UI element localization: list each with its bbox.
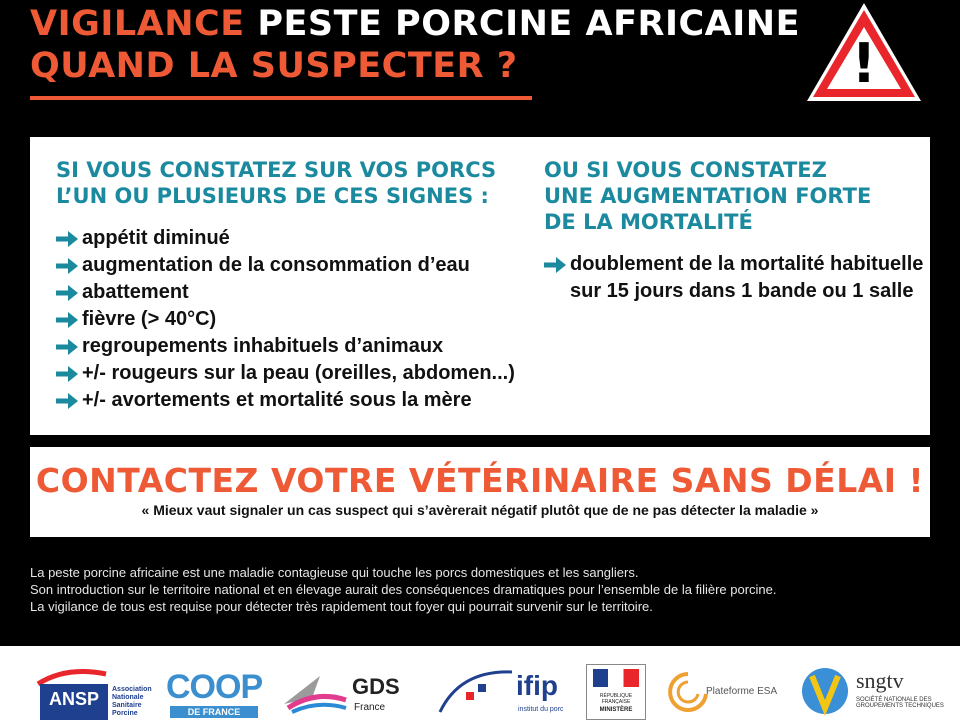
arrow-right-icon: [56, 258, 78, 274]
list-item: [56, 306, 515, 333]
page-title: [30, 4, 800, 44]
ifip-sub: institut du porc: [518, 706, 564, 713]
anspa-sub: Sanitaire: [112, 702, 142, 709]
gds-sub: France: [354, 702, 386, 713]
title-disease: PESTE PORCINE AFRICAINE: [244, 4, 800, 44]
anspa-logo: [36, 664, 154, 720]
contact-quote: « Mieux vaut signaler un cas suspect qui s’avèrerait négatif plutôt que de ne pas détecter la maladie »: [141, 502, 819, 518]
list-item: [56, 252, 515, 279]
list-item: [56, 279, 515, 306]
sngtv-sub: GROUPEMENTS TECHNIQUES: [856, 703, 944, 709]
info-line: La peste porcine africaine est une maladie contagieuse qui touche les porcs domestiques et les sangliers.: [30, 565, 639, 580]
warning-glyph: !: [851, 32, 877, 95]
title-vigilance: VIGILANCE: [30, 4, 245, 44]
esa-text: Plateforme ESA: [706, 686, 778, 697]
list-item: [56, 225, 515, 252]
list-item: [56, 387, 515, 414]
signs-panel: [30, 137, 930, 435]
ministere-logo: [586, 664, 646, 720]
contact-title: CONTACTEZ VOTRE VÉTÉRINAIRE SANS DÉLAI !: [35, 461, 925, 500]
sngtv-logo: [800, 664, 944, 720]
mortality-text-line2: sur 15 jours dans 1 bande ou 1 salle: [570, 280, 914, 302]
sign-text: fièvre (> 40°C): [82, 308, 217, 330]
anspa-text: ANSP: [40, 684, 108, 720]
arrow-right-icon: [544, 257, 566, 273]
sngtv-sub: SOCIÉTÉ NATIONALE DES: [856, 697, 932, 703]
info-line: Son introduction sur le territoire national et en élevage aurait des conséquences dramatiques pour l’ensemble de la filière porcine.: [30, 582, 777, 597]
coop-text: COOP: [166, 668, 263, 706]
arrow-right-icon: [56, 366, 78, 382]
plateforme-esa-logo: [668, 664, 788, 720]
signs-heading-line2: L’UN OU PLUSIEURS DE CES SIGNES :: [56, 184, 489, 208]
partner-logos-bar: [0, 646, 960, 720]
ministere-sub: RÉPUBLIQUE FRANÇAISE: [599, 693, 633, 705]
gds-france-logo: [282, 664, 422, 720]
arrow-right-icon: [56, 231, 78, 247]
ministere-text: MINISTÈRE: [599, 707, 633, 713]
arrow-right-icon: [56, 285, 78, 301]
title-underline: [30, 96, 532, 100]
arrow-right-icon: [56, 339, 78, 355]
mortality-heading-line2: UNE AUGMENTATION FORTE: [544, 184, 872, 208]
signs-heading-line1: SI VOUS CONSTATEZ SUR VOS PORCS: [56, 158, 497, 182]
mortality-item: [544, 251, 923, 305]
warning-triangle-icon: [804, 0, 924, 104]
contact-panel: [30, 447, 930, 537]
list-item: [56, 360, 515, 387]
anspa-sub: Association: [112, 686, 152, 693]
page-subtitle: QUAND LA SUSPECTER ?: [30, 46, 518, 86]
sign-text: appétit diminué: [82, 227, 230, 249]
arrow-right-icon: [56, 393, 78, 409]
coop-de-france-logo: [166, 664, 266, 720]
sngtv-emblem-icon: [800, 666, 850, 716]
ifip-arc-icon: [436, 668, 516, 712]
sign-text: abattement: [82, 281, 189, 303]
gds-shape-icon: [282, 670, 348, 714]
sign-text: +/- avortements et mortalité sous la mère: [82, 389, 472, 411]
info-text: [30, 564, 930, 615]
ifip-logo: [436, 664, 572, 720]
list-item: [56, 333, 515, 360]
anspa-sub: Porcine: [112, 710, 138, 717]
coop-sub: DE FRANCE: [170, 706, 258, 718]
ifip-text: ifip: [516, 670, 558, 701]
mortality-heading-line3: DE LA MORTALITÉ: [544, 210, 753, 234]
sign-text: augmentation de la consommation d’eau: [82, 254, 470, 276]
sign-text: +/- rougeurs sur la peau (oreilles, abdomen...): [82, 362, 515, 384]
mortality-heading-line1: OU SI VOUS CONSTATEZ: [544, 158, 827, 182]
marianne-flag-icon: [593, 669, 639, 687]
gds-text: GDS: [352, 674, 400, 699]
sngtv-text: sngtv: [856, 668, 904, 693]
arrow-right-icon: [56, 312, 78, 328]
signs-list: [56, 225, 515, 414]
anspa-sub: Nationale: [112, 694, 144, 701]
sign-text: regroupements inhabituels d’animaux: [82, 335, 444, 357]
mortality-text-line1: doublement de la mortalité habituelle: [570, 253, 924, 275]
info-line: La vigilance de tous est requise pour détecter très rapidement tout foyer qui pourrait survenir sur le territoire.: [30, 599, 653, 614]
esa-circle-icon: [668, 670, 708, 714]
